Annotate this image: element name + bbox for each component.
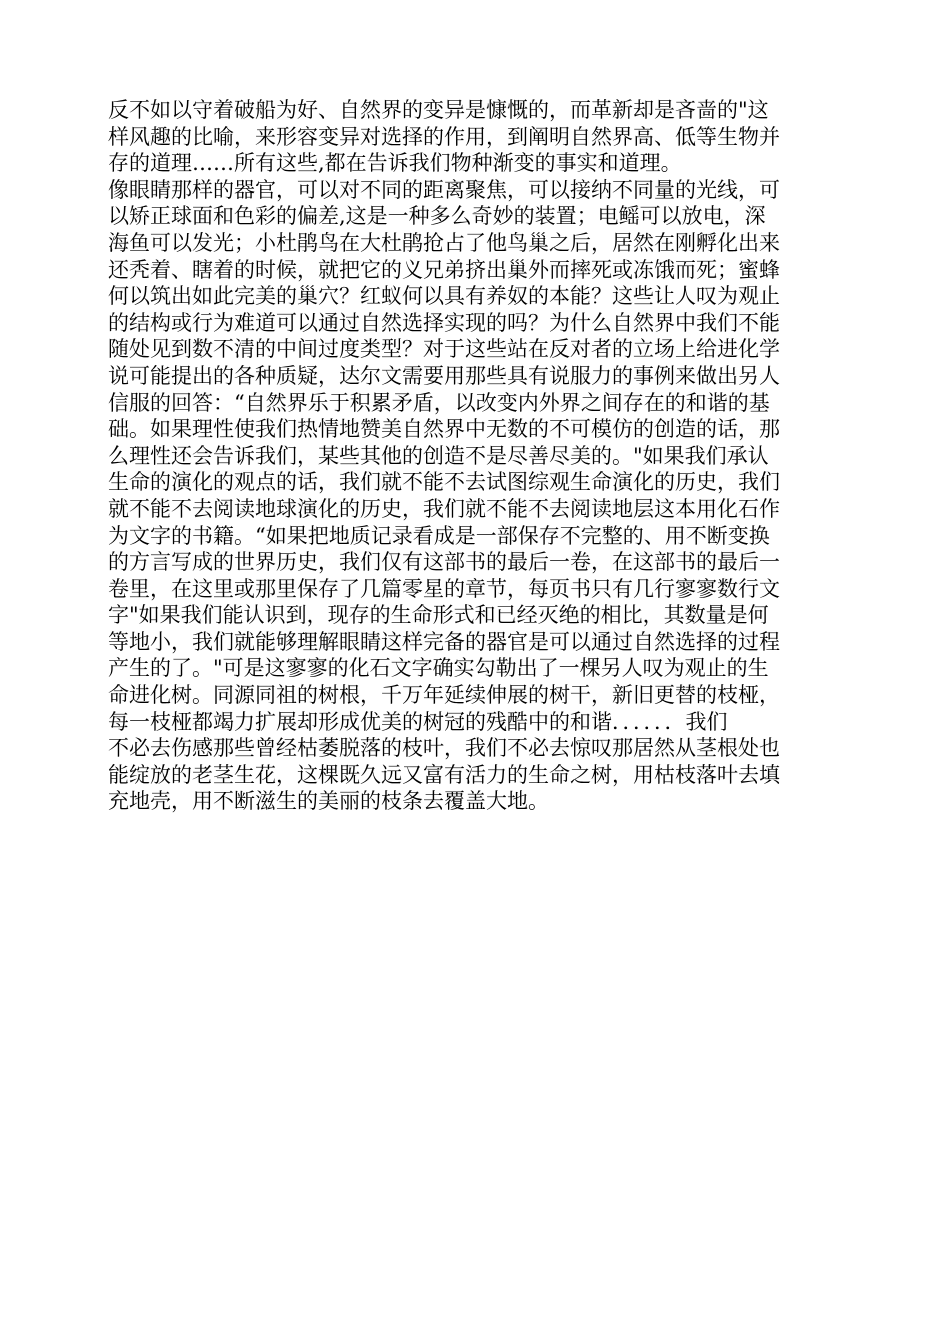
text-line: 卷里，在这里或那里保存了几篇零星的章节，每页书只有几行寥寥数行文 xyxy=(108,576,780,601)
text-line: 样风趣的比喻，来形容变异对选择的作用，到阐明自然界高、低等生物并 xyxy=(108,124,780,149)
text-line: 么理性还会告诉我们，某些其他的创造不是尽善尽美的。"如果我们承认 xyxy=(108,443,769,468)
text-line: 存的道理……所有这些,都在告诉我们物种渐变的事实和道理。 xyxy=(108,151,682,176)
text-line: 的结构或行为难道可以通过自然选择实现的吗？为什么自然界中我们不能 xyxy=(108,310,780,335)
text-line: 每一枝桠都竭力扩展却形成优美的树冠的残酷中的和谐．．．．．．我们 xyxy=(108,709,728,734)
text-line: 能绽放的老茎生花，这棵既久远又富有活力的生命之树，用枯枝落叶去填 xyxy=(108,762,780,787)
text-line: 以矫正球面和色彩的偏差,这是一种多么奇妙的装置；电鳐可以放电，深 xyxy=(108,204,766,229)
text-line: 充地壳，用不断滋生的美丽的枝条去覆盖大地。 xyxy=(108,789,549,814)
text-line: 还秃着、瞎着的时候，就把它的义兄弟挤出巢外而摔死或冻饿而死；蜜蜂 xyxy=(108,257,780,282)
text-line: 海鱼可以发光；小杜鹃鸟在大杜鹃抢占了他鸟巢之后，居然在刚孵化出来 xyxy=(108,230,780,255)
text-line: 像眼睛那样的器官，可以对不同的距离聚焦，可以接纳不同量的光线，可 xyxy=(108,177,780,202)
text-line: 的方言写成的世界历史，我们仅有这部书的最后一卷，在这部书的最后一 xyxy=(108,550,780,575)
text-line: 础。如果理性使我们热情地赞美自然界中无数的不可模仿的创造的话，那 xyxy=(108,417,780,442)
text-line: 生命的演化的观点的话，我们就不能不去试图综观生命演化的历史，我们 xyxy=(108,470,780,495)
text-line: 命进化树。同源同祖的树根，千万年延续伸展的树干，新旧更替的枝桠， xyxy=(108,683,780,708)
text-line: 说可能提出的各种质疑，达尔文需要用那些具有说服力的事例来做出另人 xyxy=(108,363,780,388)
body-text xyxy=(108,97,868,815)
text-line: 何以筑出如此完美的巢穴？红蚁何以具有养奴的本能？这些让人叹为观止 xyxy=(108,284,780,309)
text-line: 字"如果我们能认识到，现存的生命形式和已经灭绝的相比，其数量是何 xyxy=(108,603,769,628)
text-line: 产生的了。"可是这寥寥的化石文字确实勾勒出了一棵另人叹为观止的生 xyxy=(108,656,769,681)
text-line: 随处见到数不清的中间过度类型？对于这些站在反对者的立场上给进化学 xyxy=(108,337,780,362)
text-line: 反不如以守着破船为好、自然界的变异是慷慨的，而革新却是吝啬的"这 xyxy=(108,98,769,122)
text-line: 就不能不去阅读地球演化的历史，我们就不能不去阅读地层这本用化石作 xyxy=(108,496,780,521)
text-line: 等地小，我们就能够理解眼睛这样完备的器官是可以通过自然选择的过程 xyxy=(108,629,780,654)
text-line: 为文字的书籍。“如果把地质记录看成是一部保存不完整的、用不断变换 xyxy=(108,523,770,548)
text-line: 信服的回答：“自然界乐于积累矛盾，以改变内外界之间存在的和谐的基 xyxy=(108,390,770,415)
text-line: 不必去伤感那些曾经枯萎脱落的枝叶，我们不必去惊叹那居然从茎根处也 xyxy=(108,736,780,761)
